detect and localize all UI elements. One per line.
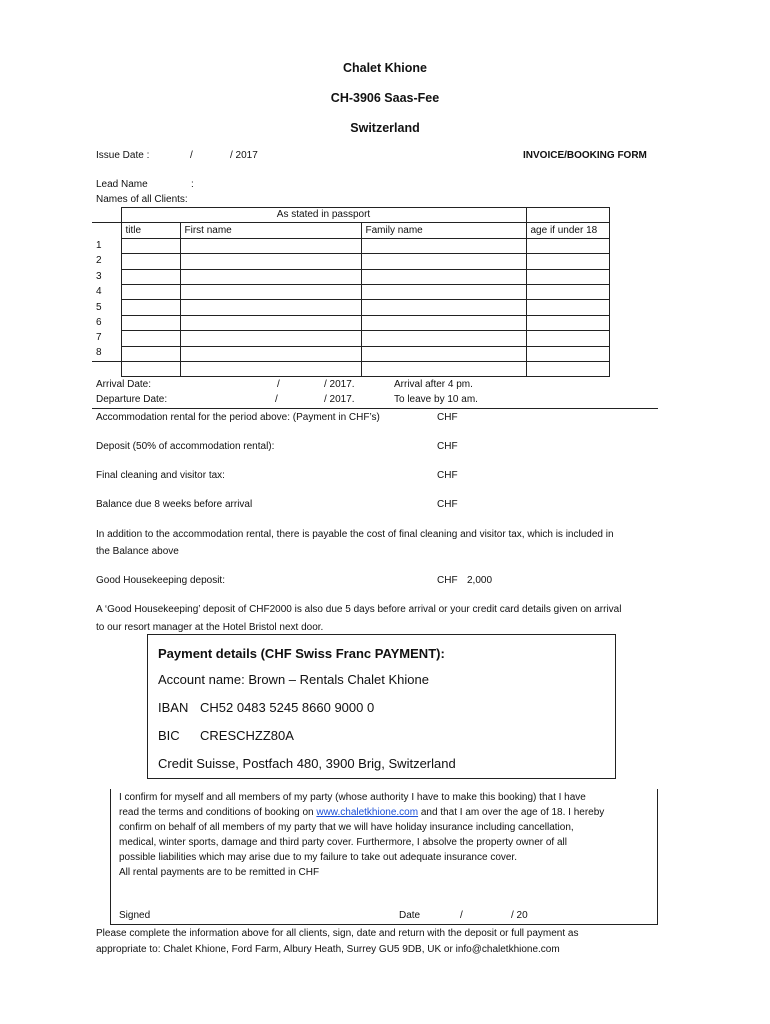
cleaning-label: Final cleaning and visitor tax: <box>96 470 225 481</box>
confirm-line6: All rental payments are to be remitted in CHF <box>119 867 320 878</box>
date-slash: / <box>460 910 463 921</box>
issue-date-label: Issue Date : <box>96 150 150 161</box>
passport-header: As stated in passport <box>121 208 526 223</box>
arrival-date-label: Arrival Date: <box>96 379 152 390</box>
col-first-name-header: First name <box>180 223 361 238</box>
first-name-cell[interactable] <box>180 238 361 253</box>
issue-date-year: / 2017 <box>230 150 258 161</box>
col-title-header: title <box>121 223 180 238</box>
deposit-currency: CHF <box>437 441 458 452</box>
confirm-line2-text: read the terms and conditions of booking on <box>119 807 317 818</box>
iban-label: IBAN <box>158 700 189 715</box>
iban-value: CH52 0483 5245 8660 9000 0 <box>200 700 375 715</box>
age-cell[interactable] <box>526 284 609 299</box>
first-name-cell[interactable] <box>180 361 361 376</box>
table-row <box>92 300 609 315</box>
row-number: 8 <box>92 346 121 361</box>
cleaning-currency: CHF <box>437 470 458 481</box>
lead-name-label: Lead Name <box>96 179 148 190</box>
row-number: 4 <box>92 284 121 299</box>
title-cell[interactable] <box>121 254 180 269</box>
departure-date-slash: / <box>275 394 278 405</box>
table-row <box>92 361 609 376</box>
age-cell[interactable] <box>526 269 609 284</box>
age-cell[interactable] <box>526 315 609 330</box>
chalet-postcode: CH-3906 Saas-Fee <box>330 91 440 105</box>
confirm-line3: confirm on behalf of all members of my party that we will have holiday insurance including cancellation, <box>119 822 574 833</box>
bic-value: CRESCHZZ80A <box>200 728 294 743</box>
departure-date-label: Departure Date: <box>96 394 168 405</box>
form-title: INVOICE/BOOKING FORM <box>523 150 647 161</box>
title-cell[interactable] <box>121 238 180 253</box>
title-cell[interactable] <box>121 346 180 361</box>
arrival-note: Arrival after 4 pm. <box>394 379 473 390</box>
clients-table <box>92 207 610 377</box>
first-name-cell[interactable] <box>180 300 361 315</box>
title-cell[interactable] <box>121 300 180 315</box>
clients-label: Names of all Clients: <box>96 194 188 205</box>
table-column-header-row <box>92 223 609 238</box>
confirmation-box <box>110 789 658 925</box>
payment-details-box <box>147 634 616 779</box>
bic-label: BIC <box>158 728 180 743</box>
website-link[interactable]: www.chaletkhione.com <box>316 807 419 818</box>
lead-name-colon: : <box>191 179 194 190</box>
bank-address: Credit Suisse, Postfach 480, 3900 Brig, Switzerland <box>158 756 456 771</box>
table-row <box>92 269 609 284</box>
issue-date-slash: / <box>190 150 193 161</box>
table-row <box>92 254 609 269</box>
col-age-header: age if under 18 <box>526 223 609 238</box>
age-cell[interactable] <box>526 238 609 253</box>
balance-label: Balance due 8 weeks before arrival <box>96 499 253 510</box>
col-family-name-header: Family name <box>361 223 526 238</box>
housekeeping-note-line1: A ‘Good Housekeeping’ deposit of CHF2000 is also due 5 days before arrival or your credit card details given on arrival <box>96 604 622 615</box>
family-name-cell[interactable] <box>361 346 526 361</box>
accommodation-label: Accommodation rental for the period above: (Payment in CHF’s) <box>96 412 380 423</box>
family-name-cell[interactable] <box>361 284 526 299</box>
table-row <box>92 331 609 346</box>
family-name-cell[interactable] <box>361 331 526 346</box>
family-name-cell[interactable] <box>361 254 526 269</box>
account-name: Account name: Brown – Rentals Chalet Khione <box>158 672 429 687</box>
table-group-header-row <box>92 208 609 223</box>
divider-line <box>92 408 658 409</box>
housekeeping-note-line2: to our resort manager at the Hotel Bristol next door. <box>96 622 324 633</box>
first-name-cell[interactable] <box>180 254 361 269</box>
footer-line2: appropriate to: Chalet Khione, Ford Farm, Albury Heath, Surrey GU5 9DB, UK or info@chaletkhione.com <box>96 944 560 955</box>
signed-label: Signed <box>119 910 151 921</box>
family-name-cell[interactable] <box>361 300 526 315</box>
age-cell[interactable] <box>526 300 609 315</box>
departure-date-year: / 2017. <box>324 394 355 405</box>
confirm-line4: medical, winter sports, damage and third party cover. Furthermore, I absolve the property owner of all <box>119 837 567 848</box>
table-row <box>92 284 609 299</box>
chalet-country: Switzerland <box>350 121 420 135</box>
title-cell[interactable] <box>121 315 180 330</box>
housekeeping-currency: CHF <box>437 575 458 586</box>
row-number: 1 <box>92 238 121 253</box>
first-name-cell[interactable] <box>180 269 361 284</box>
row-number: 6 <box>92 315 121 330</box>
payment-title: Payment details (CHF Swiss Franc PAYMENT): <box>158 646 445 661</box>
family-name-cell[interactable] <box>361 361 526 376</box>
date-label: Date <box>399 910 421 921</box>
departure-note: To leave by 10 am. <box>394 394 478 405</box>
title-cell[interactable] <box>121 331 180 346</box>
family-name-cell[interactable] <box>361 238 526 253</box>
title-cell[interactable] <box>121 269 180 284</box>
age-cell[interactable] <box>526 254 609 269</box>
footer-line1: Please complete the information above for all clients, sign, date and return with the deposit or full payment as <box>96 928 579 939</box>
table-row <box>92 238 609 253</box>
row-number: 5 <box>92 300 121 315</box>
table-row <box>92 315 609 330</box>
housekeeping-label: Good Housekeeping deposit: <box>96 575 225 586</box>
family-name-cell[interactable] <box>361 315 526 330</box>
arrival-date-year: / 2017. <box>324 379 355 390</box>
row-number <box>92 361 121 376</box>
addition-note-line1: In addition to the accommodation rental, there is payable the cost of final cleaning and visitor tax, which is included in <box>96 529 614 540</box>
confirm-line2-end: and that I am over the age of 18. I hereby <box>418 807 605 818</box>
first-name-cell[interactable] <box>180 331 361 346</box>
first-name-cell[interactable] <box>180 315 361 330</box>
confirm-line2 <box>119 807 604 818</box>
accommodation-currency: CHF <box>437 412 458 423</box>
date-year: / 20 <box>511 910 528 921</box>
age-cell[interactable] <box>526 346 609 361</box>
balance-currency: CHF <box>437 499 458 510</box>
family-name-cell[interactable] <box>361 269 526 284</box>
table-row <box>92 346 609 361</box>
first-name-cell[interactable] <box>180 284 361 299</box>
arrival-date-slash: / <box>277 379 280 390</box>
housekeeping-amount: 2,000 <box>467 575 493 586</box>
row-number: 2 <box>92 254 121 269</box>
title-cell[interactable] <box>121 284 180 299</box>
age-cell[interactable] <box>526 361 609 376</box>
title-cell[interactable] <box>121 361 180 376</box>
first-name-cell[interactable] <box>180 346 361 361</box>
confirm-line1: I confirm for myself and all members of my party (whose authority I have to make this booking) that I have <box>119 792 586 803</box>
row-number: 7 <box>92 331 121 346</box>
row-number: 3 <box>92 269 121 284</box>
addition-note-line2: the Balance above <box>96 546 179 557</box>
chalet-name: Chalet Khione <box>342 61 428 75</box>
deposit-label: Deposit (50% of accommodation rental): <box>96 441 275 452</box>
age-cell[interactable] <box>526 331 609 346</box>
confirm-line5: possible liabilities which may arise due to my failure to take out adequate insurance cover. <box>119 852 517 863</box>
